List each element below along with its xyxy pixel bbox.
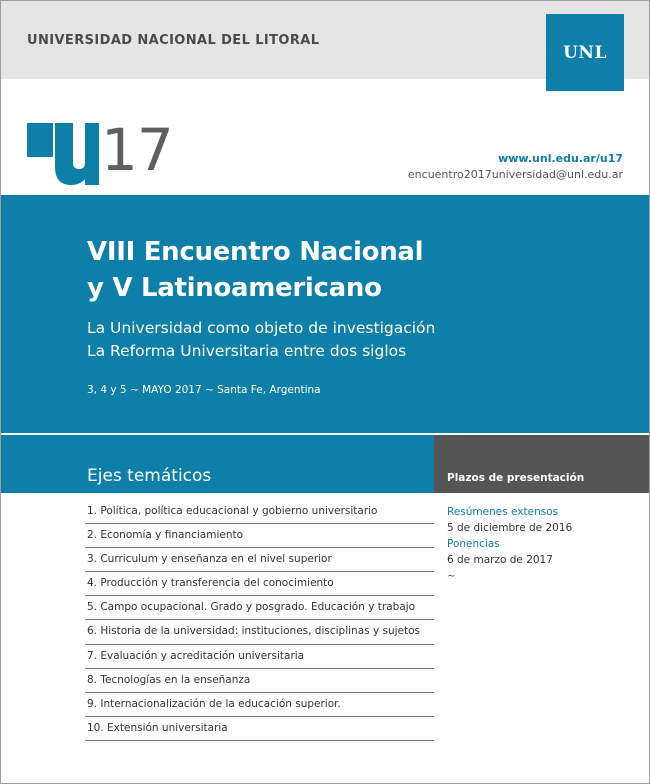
list-item: 9. Internacionalización de la educación superior. (85, 693, 434, 717)
list-item: 3. Curriculum y enseñanza en el nivel superior (85, 548, 434, 572)
contact-block (408, 151, 623, 183)
topics-list (85, 500, 434, 741)
list-item: 1. Política, política educacional y gobierno universitario (85, 500, 434, 524)
ponencias-date: 6 de marzo de 2017 (447, 554, 553, 566)
plazos-header-band (434, 435, 649, 493)
list-item: 7. Evaluación y acreditación universitaria (85, 645, 434, 669)
unl-logo (546, 14, 624, 91)
event-subtitle-line2: La Reforma Universitaria entre dos siglos (87, 342, 407, 360)
resumenes-label: Resúmenes extensos (447, 506, 559, 518)
event-subtitle (87, 317, 435, 363)
ejes-header-band (1, 435, 434, 493)
website-link[interactable]: www.unl.edu.ar/u17 (498, 152, 623, 165)
email-link[interactable]: encuentro2017universidad@unl.edu.ar (407, 168, 623, 181)
unl-logo-text: UNL (563, 42, 607, 63)
u17-logo (27, 116, 173, 185)
list-item: 4. Producción y transferencia del conocimiento (85, 572, 434, 596)
ponencias-label: Ponencias (447, 538, 500, 550)
list-item: 2. Economía y financiamiento (85, 524, 434, 548)
plazos-heading: Plazos de presentación (447, 472, 585, 484)
event-banner (1, 195, 649, 433)
event-title (87, 234, 423, 306)
deadlines-block (447, 504, 572, 584)
event-title-line2: y V Latinoamericano (87, 273, 382, 303)
list-item: 8. Tecnologías en la enseñanza (85, 669, 434, 693)
list-item: 6. Historia de la universidad: instituciones, disciplinas y sujetos (85, 620, 434, 644)
u17-number: 17 (101, 116, 173, 184)
ejes-heading: Ejes temáticos (87, 466, 212, 486)
event-title-line1: VIII Encuentro Nacional (87, 237, 424, 267)
list-item: 5. Campo ocupacional. Grado y posgrado. Educación y trabajo (85, 596, 434, 620)
tilde-separator: ~ (447, 570, 456, 582)
event-dates: 3, 4 y 5 ~ MAYO 2017 ~ Santa Fe, Argentina (87, 384, 321, 396)
event-subtitle-line1: La Universidad como objeto de investigación (87, 319, 436, 337)
university-name: UNIVERSIDAD NACIONAL DEL LITORAL (27, 33, 320, 48)
list-item: 10. Extensión universitaria (85, 717, 434, 741)
u-logo-mark (27, 123, 99, 185)
resumenes-date: 5 de diciembre de 2016 (447, 522, 573, 534)
